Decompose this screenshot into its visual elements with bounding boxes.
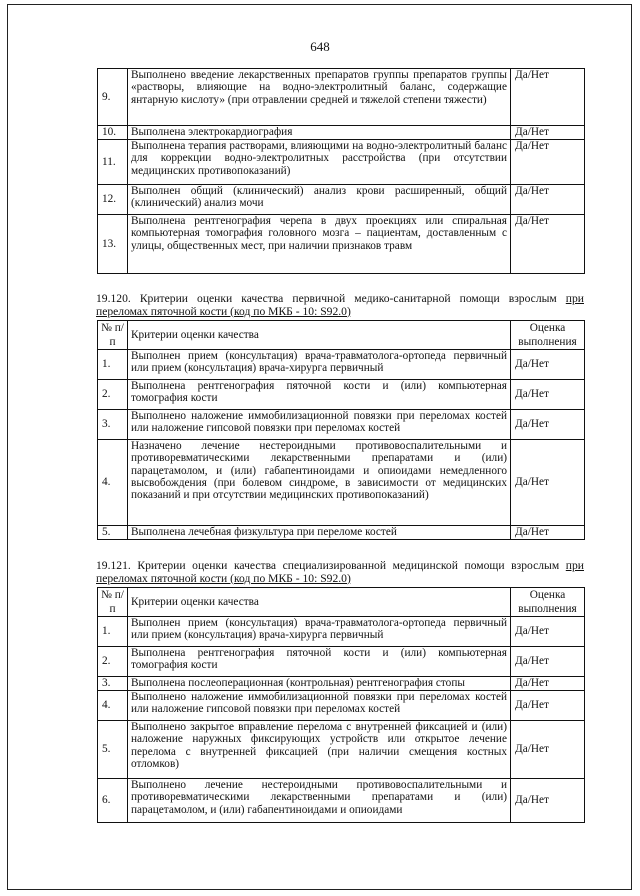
row-number: 1. xyxy=(98,350,128,380)
table-row xyxy=(98,350,585,380)
section-title-19-121 xyxy=(96,560,584,585)
criterion-text: Выполнена электрокардиография xyxy=(128,126,511,140)
row-number: 2. xyxy=(98,647,128,677)
section-title-line1: 19.120. Критерии оценки качества первичной медико-санитарной помощи взрослым xyxy=(96,292,566,305)
table-header-row xyxy=(98,588,585,617)
page-number: 648 xyxy=(310,39,330,54)
table-row xyxy=(98,126,585,140)
assessment-value: Да/Нет xyxy=(511,677,585,691)
criterion-text: Выполнена лечебная физкультура при переломе костей xyxy=(128,526,511,540)
criterion-text: Выполнено введение лекарственных препаратов группы препаратов группы «растворы, влияющие на водно-электролитный баланс, содержащие янтарную кислоту» (при отравлении средней и тяжелой степени тяжести) xyxy=(128,69,511,126)
assessment-value: Да/Нет xyxy=(511,126,585,140)
table-row xyxy=(98,440,585,526)
assessment-value: Да/Нет xyxy=(511,440,585,526)
criteria-table-19-121 xyxy=(97,587,585,823)
row-number: 3. xyxy=(98,677,128,691)
header-assessment: Оценка выполнения xyxy=(511,588,585,617)
criterion-text: Выполнена рентгенография пяточной кости и (или) компьютерная томография кости xyxy=(128,380,511,410)
header-criteria: Критерии оценки качества xyxy=(128,588,511,617)
criteria-table-continued xyxy=(97,68,585,274)
assessment-value: Да/Нет xyxy=(511,69,585,126)
assessment-value: Да/Нет xyxy=(511,647,585,677)
section-title-line1: 19.121. Критерии оценки качества специализированной медицинской помощи взрослым xyxy=(96,559,566,572)
row-number: 3. xyxy=(98,410,128,440)
header-number: № п/п xyxy=(98,321,128,350)
criterion-text: Выполнен общий (клинический) анализ крови расширенный, общий (клинический) анализ мочи xyxy=(128,185,511,215)
row-number: 5. xyxy=(98,526,128,540)
section-title-line2: при переломах пяточной кости (код по МКБ - 10: S92.0) xyxy=(96,559,584,585)
table-row xyxy=(98,647,585,677)
header-number: № п/п xyxy=(98,588,128,617)
row-number: 5. xyxy=(98,721,128,779)
assessment-value: Да/Нет xyxy=(511,526,585,540)
section-title-line2: при переломах пяточной кости (код по МКБ - 10: S92.0) xyxy=(96,292,584,318)
table-row xyxy=(98,677,585,691)
section-title-19-120 xyxy=(96,293,584,318)
criterion-text: Выполнен прием (консультация) врача-травматолога-ортопеда первичный или прием (консультация) врача-хирурга первичный xyxy=(128,350,511,380)
row-number: 10. xyxy=(98,126,128,140)
criterion-text: Выполнено наложение иммобилизационной повязки при переломах костей или наложение гипсовой повязки при переломах костей xyxy=(128,410,511,440)
table-row xyxy=(98,779,585,823)
criterion-text: Выполнена терапия растворами, влияющими на водно-электролитный баланс для коррекции водно-электролитных расстройства (при отсутствии медицинских противопоказаний) xyxy=(128,140,511,185)
assessment-value: Да/Нет xyxy=(511,140,585,185)
criterion-text: Выполнена рентгенография черепа в двух проекциях или спиральная компьютерная томография головного мозга – пациентам, доставленным с улицы, общественных мест, при наличии признаков травм xyxy=(128,215,511,274)
table-row xyxy=(98,380,585,410)
assessment-value: Да/Нет xyxy=(511,350,585,380)
assessment-value: Да/Нет xyxy=(511,380,585,410)
table-row xyxy=(98,410,585,440)
criterion-text: Выполнено лечение нестероидными противовоспалительными и противоревматическими лекарственными препаратами и (или) парацетамолом, и (или) габапентиноидами и опиоидами xyxy=(128,779,511,823)
criterion-text: Выполнено закрытое вправление перелома с внутренней фиксацией и (или) наложение наружных фиксирующих устройств или открытое лечение перелома с внутренней фиксацией (при наличии смещения костных отломков) xyxy=(128,721,511,779)
assessment-value: Да/Нет xyxy=(511,185,585,215)
assessment-value: Да/Нет xyxy=(511,779,585,823)
table-row xyxy=(98,140,585,185)
table-row xyxy=(98,215,585,274)
row-number: 4. xyxy=(98,691,128,721)
criteria-table-19-120 xyxy=(97,320,585,540)
row-number: 6. xyxy=(98,779,128,823)
assessment-value: Да/Нет xyxy=(511,410,585,440)
table-row xyxy=(98,526,585,540)
row-number: 11. xyxy=(98,140,128,185)
row-number: 9. xyxy=(98,69,128,126)
row-number: 4. xyxy=(98,440,128,526)
header-assessment: Оценка выполнения xyxy=(511,321,585,350)
criterion-text: Выполнена послеоперационная (контрольная) рентгенография стопы xyxy=(128,677,511,691)
assessment-value: Да/Нет xyxy=(511,617,585,647)
header-criteria: Критерии оценки качества xyxy=(128,321,511,350)
table-row xyxy=(98,617,585,647)
row-number: 1. xyxy=(98,617,128,647)
criterion-text: Выполнен прием (консультация) врача-травматолога-ортопеда первичный или прием (консультация) врача-хирурга первичный xyxy=(128,617,511,647)
row-number: 2. xyxy=(98,380,128,410)
criterion-text: Выполнена рентгенография пяточной кости и (или) компьютерная томография кости xyxy=(128,647,511,677)
table-row xyxy=(98,721,585,779)
table-row xyxy=(98,185,585,215)
assessment-value: Да/Нет xyxy=(511,721,585,779)
row-number: 13. xyxy=(98,215,128,274)
table-header-row xyxy=(98,321,585,350)
criterion-text: Выполнено наложение иммобилизационной повязки при переломах костей или наложение гипсовой повязки при переломах костей xyxy=(128,691,511,721)
assessment-value: Да/Нет xyxy=(511,691,585,721)
assessment-value: Да/Нет xyxy=(511,215,585,274)
table-row xyxy=(98,691,585,721)
table-row xyxy=(98,69,585,126)
criterion-text: Назначено лечение нестероидными противовоспалительными и противоревматическими лекарственными препаратами и (или) парацетамолом, и (или) габапентиноидами и опиоидами немедленного высвобождения (при болевом синдроме, в зависимости от медицинских показаний и при отсутствии медицинских противопоказаний) xyxy=(128,440,511,526)
row-number: 12. xyxy=(98,185,128,215)
